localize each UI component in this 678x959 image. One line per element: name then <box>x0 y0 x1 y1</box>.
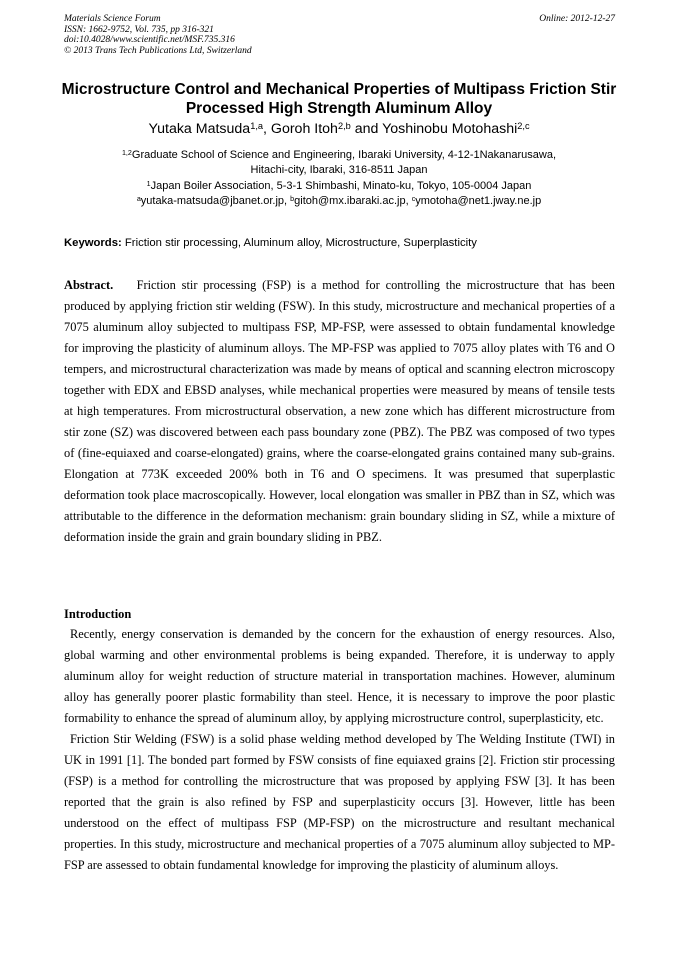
abstract-label: Abstract. <box>64 278 114 292</box>
email-sup: a <box>136 194 141 203</box>
author-name: Goroh Itoh <box>270 121 338 137</box>
author-name: Yoshinobu Motohashi <box>382 121 518 137</box>
journal-header <box>64 14 615 56</box>
paper-title: Microstructure Control and Mechanical Properties of Multipass Friction Stir Processed High Strength Aluminum Alloy <box>61 81 617 117</box>
email-a: yutaka-matsuda@jbanet.or.jp, <box>140 194 291 207</box>
affiliation-sup: 1,2 <box>121 148 132 157</box>
abstract <box>64 275 615 548</box>
keywords-label: Keywords: <box>64 237 122 249</box>
email-c: ymotoha@net1.jway.ne.jp <box>415 194 542 207</box>
author-sep: and <box>350 121 383 137</box>
email-sup: b <box>290 194 295 203</box>
issn-line: ISSN: 1662-9752, Vol. 735, pp 316-321 <box>64 24 214 35</box>
email-line <box>40 194 638 209</box>
email-sup: c <box>411 194 416 203</box>
email-b: gitoh@mx.ibaraki.ac.jp, <box>294 194 412 207</box>
affiliation-1 <box>40 148 638 163</box>
journal-name: Materials Science Forum <box>64 14 161 24</box>
online-date: Online: 2012-12-27 <box>539 14 615 24</box>
affiliation-1-cont: Hitachi-city, Ibaraki, 316-8511 Japan <box>250 164 428 177</box>
paragraph: Friction Stir Welding (FSW) is a solid phase welding method developed by The Welding Institute (TWI) in UK in 1991 [1]. The bonded part formed by FSW consists of fine equiaxed grains [2]. Friction stir processing (FSP) is a method for controlling the microstructure that was proposed by applying FSW [3]. It has been reported that the grain is also refined by FSP and superplasticity occurs [3]. However, little has been understood on the effect of multipass FSP (MP-FSP) on the microstructure and resultant mechanical properties. In this study, microstructure and mechanical properties of a 7075 aluminum alloy subjected to MP-FSP are assessed to obtain fundamental knowledge for improving the plasticity of aluminum alloys. <box>64 732 615 872</box>
affiliation-2 <box>40 179 638 194</box>
doi-line: doi:10.4028/www.scientific.net/MSF.735.316 <box>64 35 235 46</box>
affiliation-text: Japan Boiler Association, 5-3-1 Shimbashi, Minato-ku, Tokyo, 105-0004 Japan <box>150 179 532 192</box>
affiliations <box>40 148 638 209</box>
affiliation-text: Graduate School of Science and Engineering, Ibaraki University, 4-12-1Nakanarusawa, <box>131 149 557 161</box>
copyright-line: © 2013 Trans Tech Publications Ltd, Switzerland <box>64 45 252 56</box>
introduction-body <box>64 624 615 876</box>
keywords <box>64 236 615 251</box>
author-list <box>40 120 638 138</box>
keywords-text: Friction stir processing, Aluminum alloy, Microstructure, Superplasticity <box>121 237 477 249</box>
author-name: Yutaka Matsuda <box>148 121 251 137</box>
author-sup: 2,b <box>337 120 351 131</box>
author-sup: 1,a <box>250 120 264 131</box>
abstract-text: Friction stir processing (FSP) is a method for controlling the microstructure that has been produced by applying friction stir welding (FSW). In this study, microstructure and mechanical properties of a 7075 aluminum alloy subjected to multipass FSP, MP-FSP, were assessed to obtain fundamental knowledge for improving the plasticity of aluminum alloys. The MP-FSP was applied to 7075 alloy plates with T6 and O tempers, and microstructural characterization was made by means of optical and scanning electron microscopy together with EDX and EBSD analyses, while mechanical properties were measured by means of tensile tests at high temperatures. From microstructural observation, a new zone which has different microstructure from stir zone (SZ) was discovered between each pass boundary zone (PBZ). The PBZ was composed of two types of (fine-equiaxed and coarse-elongated) grains, where the coarse-elongated grains contained many sub-grains. Elongation at 773K exceeded 200% both in T6 and O specimens. It was presumed that superplastic deformation took place macroscopically. However, local elongation was smaller in PBZ than in SZ, which was attributable to the difference in the deformation mechanism: grain boundary sliding in SZ, while a mixture of deformation inside the grain and grain boundary sliding in PBZ. <box>64 278 616 544</box>
affiliation-sup: 1 <box>146 179 151 188</box>
section-heading: Introduction <box>64 607 132 621</box>
author-sup: 2,c <box>517 120 530 131</box>
paragraph: Recently, energy conservation is demanded by the concern for the exhaustion of energy resources. Also, global warming and other environmental problems is being expanded. Therefore, it is underway to apply aluminum alloy for weight reduction of structure material in transportation machines. However, aluminum alloy has generally poorer plastic formability than steel. Hence, it is necessary to improve the poor plastic formability to enhance the spread of aluminum alloy, by applying microstructure control, superplasticity, etc. <box>64 627 615 725</box>
author-sep: , <box>263 121 271 137</box>
